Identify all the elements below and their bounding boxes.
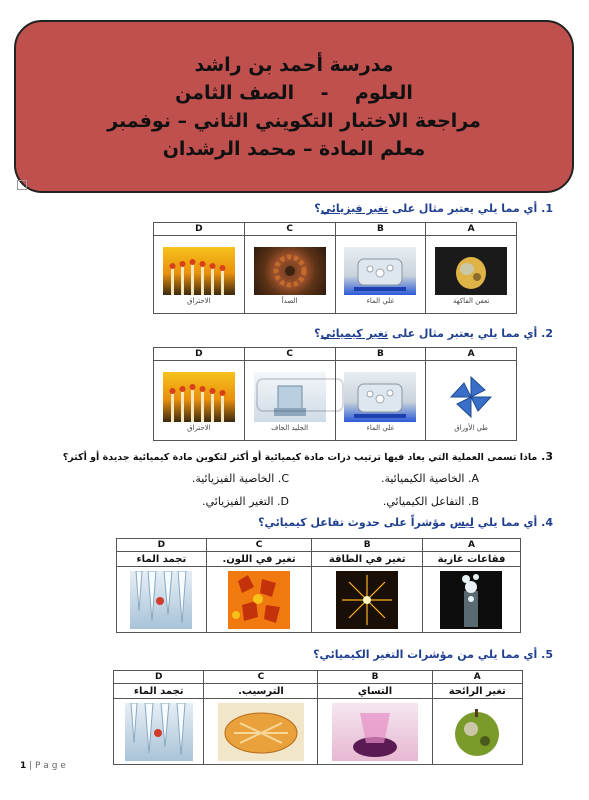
pot-icon xyxy=(344,372,416,422)
question-text: ماذا تسمى العملية التي يعاد فيها ترتيب ذرات مادة كيميائية أو أكثر لتكوين مادة كيميائية جديدة أو أكثر؟ xyxy=(62,452,538,463)
watermark-icon xyxy=(255,375,345,415)
review-title: مراجعة الاختبار التكويني الثاني – نوفمبر xyxy=(107,109,481,132)
header-banner xyxy=(14,20,574,193)
matches-icon xyxy=(163,247,235,295)
page-label: | P a g e xyxy=(29,761,66,771)
option-letter-a: A xyxy=(422,539,520,552)
option-b-cell[interactable] xyxy=(335,236,426,314)
question-keyword: تغير فيزيائي xyxy=(320,202,389,215)
corner-mark xyxy=(17,180,27,190)
question-number: 4. xyxy=(541,516,553,529)
option-d-cell[interactable] xyxy=(154,361,245,441)
option-letter-d: D xyxy=(154,348,245,361)
option-a-caption: تعفن الفاكهة xyxy=(452,296,490,305)
option-d-cell[interactable] xyxy=(154,236,245,314)
autumn-leaves-image xyxy=(228,571,290,629)
option-d[interactable]: D. التغير الفيزيائي. xyxy=(202,495,289,508)
option-letter-a: A xyxy=(426,223,517,236)
option-c-caption: الجليد الجاف xyxy=(271,423,309,432)
question-5 xyxy=(313,648,553,661)
option-letter-b: B xyxy=(318,671,432,684)
option-d-cell[interactable] xyxy=(114,699,204,765)
option-letter-d: D xyxy=(114,671,204,684)
question-number: 1. xyxy=(541,202,553,215)
crystal-icon xyxy=(218,703,304,761)
bubbles-icon xyxy=(440,571,502,629)
option-a-cell[interactable] xyxy=(422,567,520,633)
question-keyword: ليس xyxy=(449,516,474,529)
option-a[interactable]: A. الخاصية الكيميائية. xyxy=(380,472,479,485)
option-d-cell[interactable] xyxy=(117,567,207,633)
sparkler-icon xyxy=(336,571,398,629)
sparkler-image xyxy=(336,571,398,629)
boiling-water-image xyxy=(344,372,416,422)
option-letter-c: C xyxy=(244,223,335,236)
option-b-cell[interactable] xyxy=(318,699,432,765)
option-a-caption: طي الأوراق xyxy=(454,423,488,432)
paper-folding-image xyxy=(435,372,507,422)
rotten-fruit-image xyxy=(435,247,507,295)
leaf-icon xyxy=(228,571,290,629)
question-2 xyxy=(314,327,553,340)
option-c-label: الترسيب. xyxy=(204,684,318,699)
question-end: ؟ xyxy=(314,327,321,340)
option-letter-c: C xyxy=(244,348,335,361)
gas-bubbles-image xyxy=(440,571,502,629)
option-a-label: تغير الرائحة xyxy=(432,684,522,699)
matches-icon xyxy=(163,372,235,422)
option-b-cell[interactable] xyxy=(312,567,423,633)
option-c-cell[interactable] xyxy=(244,236,335,314)
option-b[interactable]: B. التفاعل الكيميائي. xyxy=(382,495,479,508)
option-letter-b: B xyxy=(335,348,426,361)
question-text: أي مما يلي يعتبر مثال على xyxy=(388,202,538,215)
option-b-caption: غلي الماء xyxy=(366,296,395,305)
matches-burning-image xyxy=(163,247,235,295)
option-letter-c: C xyxy=(204,671,318,684)
question-3 xyxy=(63,450,553,463)
option-c-caption: الصدأ xyxy=(281,296,298,305)
option-letter-c: C xyxy=(206,539,312,552)
option-letter-a: A xyxy=(432,671,522,684)
question-1 xyxy=(314,202,553,215)
gear-icon xyxy=(254,247,326,295)
watermark-logo xyxy=(255,375,345,415)
matches-burning-image xyxy=(163,372,235,422)
option-a-label: فقاعات غازية xyxy=(422,552,520,567)
option-c-cell[interactable] xyxy=(204,699,318,765)
page-number: 1 xyxy=(20,761,27,771)
option-c-label: تغير في اللون. xyxy=(206,552,312,567)
option-a-cell[interactable] xyxy=(426,361,517,441)
icicles-icon xyxy=(130,571,192,629)
option-letter-d: D xyxy=(117,539,207,552)
question-text: أي مما يلي يعتبر مثال على xyxy=(388,327,538,340)
question-number: 3. xyxy=(541,450,553,463)
page-footer xyxy=(20,761,66,771)
q4-options-table xyxy=(116,538,521,633)
question-4 xyxy=(258,516,553,529)
option-b-label: التساي xyxy=(318,684,432,699)
option-d-label: تجمد الماء xyxy=(117,552,207,567)
flask-icon xyxy=(332,703,418,761)
option-letter-a: A xyxy=(426,348,517,361)
pot-icon xyxy=(344,247,416,295)
option-d-caption: الاحتراق xyxy=(187,296,211,305)
precipitate-image xyxy=(218,703,304,761)
question-end: ؟ xyxy=(314,202,321,215)
option-b-cell[interactable] xyxy=(335,361,426,441)
lemon-icon xyxy=(435,247,507,295)
rust-gear-image xyxy=(254,247,326,295)
frozen-waterfall-image xyxy=(125,703,193,761)
option-c[interactable]: C. الخاصية الفيزيائية. xyxy=(191,472,289,485)
boiling-water-image xyxy=(344,247,416,295)
option-d-label: تجمد الماء xyxy=(114,684,204,699)
question-number: 5. xyxy=(541,648,553,661)
option-a-cell[interactable] xyxy=(432,699,522,765)
question-keyword: تغير كيميائي xyxy=(320,327,389,340)
option-a-cell[interactable] xyxy=(426,236,517,314)
rotten-fruit-image xyxy=(443,703,511,761)
q5-options-table xyxy=(113,670,523,765)
fruit-icon xyxy=(443,703,511,761)
option-letter-b: B xyxy=(312,539,423,552)
option-d-caption: الاحتراق xyxy=(187,423,211,432)
question-text: أي مما يلي xyxy=(473,516,538,529)
option-letter-d: D xyxy=(154,223,245,236)
question-number: 2. xyxy=(541,327,553,340)
option-letter-b: B xyxy=(335,223,426,236)
school-name: مدرسة أحمد بن راشد xyxy=(194,53,394,76)
option-b-caption: غلي الماء xyxy=(366,423,395,432)
subject-grade: العلوم - الصف الثامن xyxy=(175,81,413,104)
teacher-name: معلم المادة – محمد الرشدان xyxy=(162,137,426,160)
option-b-label: تغير في الطاقة xyxy=(312,552,423,567)
icicles-icon xyxy=(125,703,193,761)
question-end: مؤشراً على حدوث تفاعل كيميائي؟ xyxy=(258,516,450,529)
question-text: أي مما يلي من مؤشرات التغير الكيميائي؟ xyxy=(313,648,538,661)
frozen-waterfall-image xyxy=(130,571,192,629)
beaker-image xyxy=(332,703,418,761)
option-c-cell[interactable] xyxy=(206,567,312,633)
pinwheel-icon xyxy=(435,372,507,422)
q1-options-table xyxy=(153,222,517,314)
